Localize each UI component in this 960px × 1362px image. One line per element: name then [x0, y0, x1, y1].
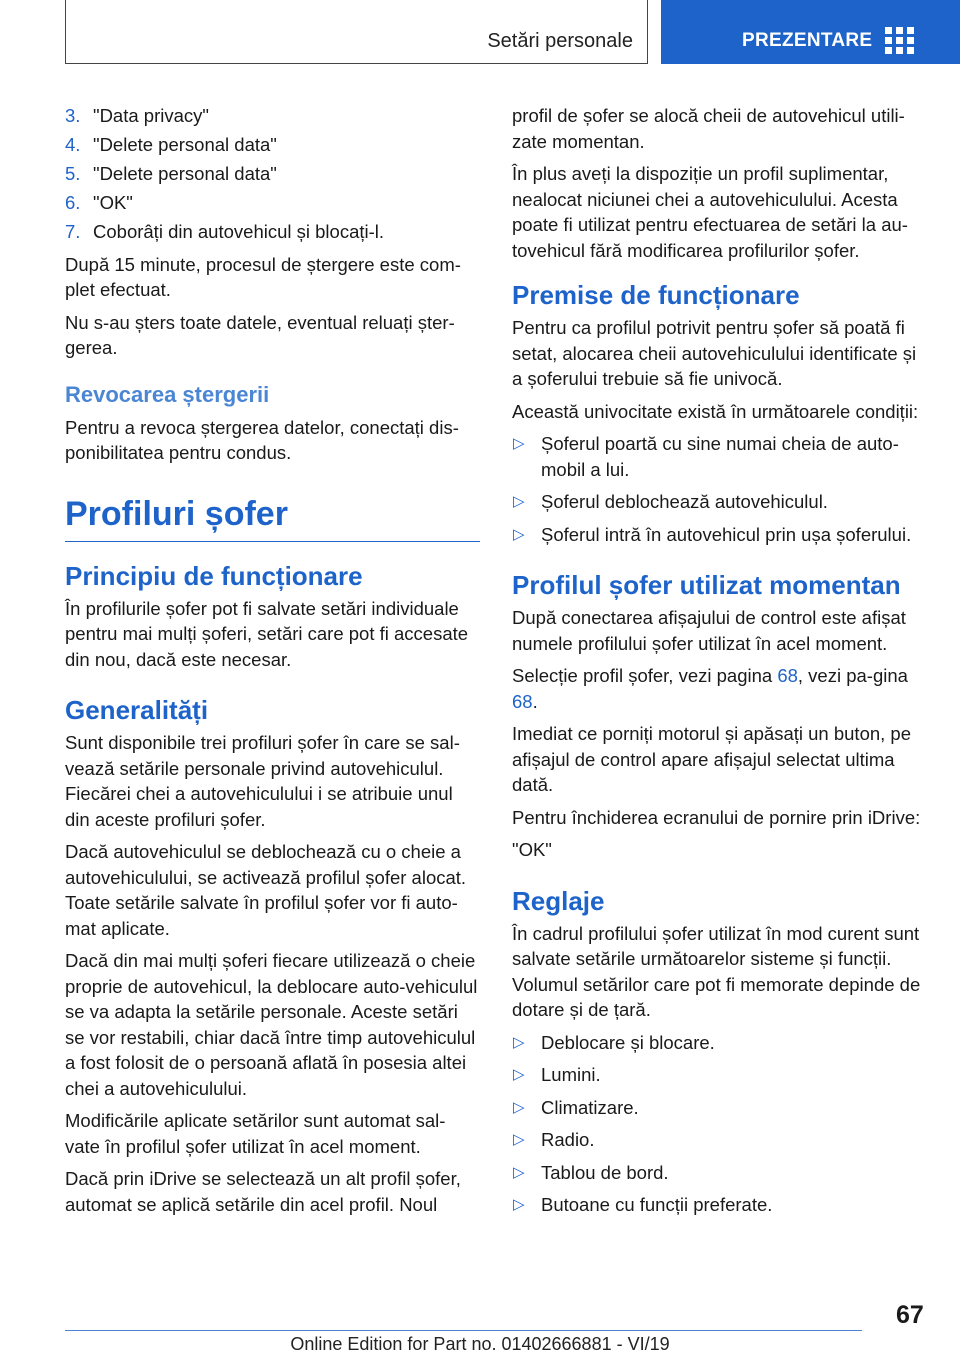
triangle-bullet-icon: ▷: [513, 1196, 525, 1213]
triangle-bullet-icon: ▷: [513, 525, 525, 543]
list-item: ▷ Radio.: [512, 1127, 930, 1153]
triangle-bullet-icon: ▷: [513, 1098, 525, 1116]
paragraph: "OK": [512, 839, 552, 860]
footer-divider: [65, 1330, 862, 1331]
triangle-bullet-icon: ▷: [513, 1066, 525, 1083]
list-item: ▷ Butoane cu funcții preferate.: [512, 1192, 930, 1218]
header-tab-label: PREZENTARE: [742, 30, 873, 51]
list-item: ▷ Climatizare.: [512, 1095, 930, 1121]
triangle-bullet-icon: ▷: [513, 1131, 525, 1148]
paragraph: Sunt disponibile trei profiluri șofer în care se sal-vează setările personale privind autovehiculul. Fiecărei chei a autovehiculului i se atribuie unul din aceste profiluri șofer.: [65, 732, 460, 830]
left-column: [65, 103, 480, 1224]
paragraph: Pentru a revoca ștergerea datelor, conectați dis-ponibilitatea pentru condus.: [65, 416, 459, 463]
list-item: ▷ Șoferul poartă cu sine numai cheia de auto-mobil a lui.: [513, 433, 899, 480]
heading-reglaje: Reglaje: [512, 885, 605, 916]
chapter-title: Profiluri șofer: [65, 494, 480, 542]
triangle-bullet-icon: ▷: [513, 493, 525, 510]
triangle-bullet-icon: ▷: [513, 435, 525, 452]
list-item: 4. "Delete personal data": [65, 134, 277, 155]
list-item: 7. Coborâți din autovehicul și blocați-l.: [65, 221, 385, 242]
paragraph: Această univocitate există în următoarele condiții:: [512, 400, 919, 422]
paragraph: Dacă autovehiculul se deblochează cu o cheie a autovehiculului, se activează profilul șofer alocat. Toate setările salvate în profilul șofer vor fi auto-mat aplicate.: [65, 841, 467, 939]
heading-generalitati: Generalități: [65, 695, 209, 725]
paragraph: Dacă din mai mulți șoferi fiecare utilizează o cheie proprie de autovehicul, la deblocare auto-vehiculul se va adapta la setările personale. Aceste setări se vor restabili, chiar dacă între timp autovehiculul a fost folosit de o persoană aflată în posesia altei chei a autovehiculului.: [65, 950, 478, 1099]
heading-principiu: Principiu de funcționare: [65, 560, 363, 591]
header-section-title: Setări personale: [487, 30, 633, 52]
list-item: ▷ Deblocare și blocare.: [512, 1030, 930, 1056]
paragraph: Imediat ce porniți motorul și apăsați un buton, pe afișajul de control apare afișajul selectat ultima dată.: [512, 723, 912, 795]
list-item: ▷ Șoferul deblochează autovehiculul.: [512, 489, 930, 515]
list-item: ▷ Șoferul intră în autovehicul prin ușa șoferului.: [512, 522, 930, 548]
paragraph-with-links: Selecție profil șofer, vezi pagina 68, vezi pa-gina 68.: [512, 665, 908, 712]
triangle-bullet-icon: ▷: [513, 1033, 525, 1051]
paragraph: Nu s-au șters toate datele, eventual reluați șter-gerea.: [65, 311, 455, 358]
header-tab-prezentare[interactable]: [661, 0, 960, 64]
page-link[interactable]: 68: [777, 665, 798, 686]
paragraph: Pentru ca profilul potrivit pentru șofer să poată fi setat, alocarea cheii autovehiculului identificate și a șoferului trebuie să fie univocă.: [512, 317, 917, 389]
list-item: 3. "Data privacy": [65, 105, 209, 126]
paragraph: În plus aveți la dispoziție un profil suplimentar, nealocat niciunei chei a autovehiculului. Acesta poate fi utilizat pentru efectuarea de setări la au-tovehicul fără modificarea profilurilor șofer.: [512, 163, 908, 261]
paragraph: După 15 minute, procesul de ștergere este com-plet efectuat.: [65, 253, 461, 300]
triangle-bullet-icon: ▷: [513, 1163, 525, 1181]
page-link[interactable]: 68: [512, 690, 533, 712]
footer-edition: Online Edition for Part no. 01402666881 - VI/19: [290, 1334, 670, 1354]
paragraph: După conectarea afișajului de control este afișat numele profilului șofer utilizat în acel moment.: [512, 607, 906, 654]
steps-list: [65, 103, 480, 245]
list-item: ▷ Tablou de bord.: [512, 1160, 930, 1186]
list-item: ▷ Lumini.: [512, 1062, 930, 1088]
settings-list: [512, 1030, 930, 1218]
paragraph: În profilurile șofer pot fi salvate setări individuale pentru mai mulți șoferi, setări care pot fi accesate din nou, dacă este necesar.: [65, 597, 469, 670]
paragraph: Dacă prin iDrive se selectează un alt profil șofer, automat se aplică setările din acel profil. Noul: [65, 1168, 461, 1215]
heading-profil-utilizat: Profilul șofer utilizat momentan: [512, 570, 901, 600]
paragraph: Pentru închiderea ecranului de pornire prin iDrive:: [512, 806, 921, 828]
heading-premise: Premise de funcționare: [512, 280, 800, 310]
paragraph: În cadrul profilului șofer utilizat în mod curent sunt salvate setările următoarelor sisteme și funcții. Volumul setărilor care pot fi memorate depinde de dotare și de țară.: [512, 922, 921, 1020]
grid-icon: [885, 27, 915, 54]
header-section-box: [65, 0, 648, 64]
right-column: [512, 103, 930, 1226]
paragraph: Modificările aplicate setărilor sunt automat sal-vate în profilul șofer utilizat în acel moment.: [65, 1110, 446, 1157]
list-item: 6. "OK": [65, 192, 133, 213]
heading-revocare: Revocarea ștergerii: [65, 381, 270, 407]
page-number: 67: [896, 1301, 924, 1329]
paragraph: profil de șofer se alocă cheii de autovehicul utili-zate momentan.: [512, 105, 905, 152]
list-item: 5. "Delete personal data": [65, 163, 277, 184]
conditions-list: [512, 431, 930, 547]
